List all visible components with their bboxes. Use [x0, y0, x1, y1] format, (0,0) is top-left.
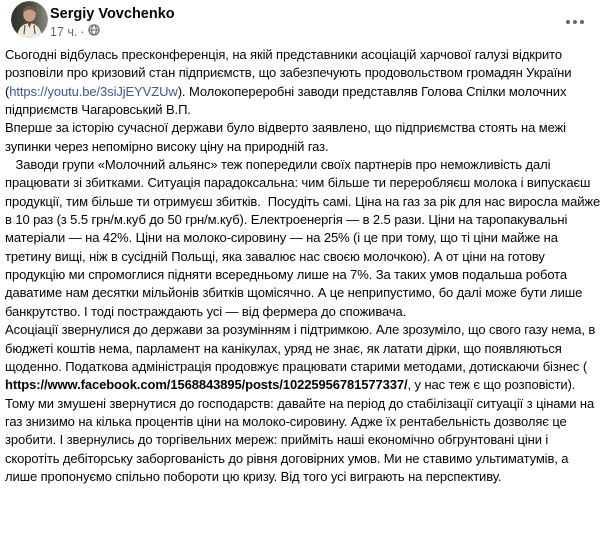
profile-photo-image — [11, 1, 48, 38]
avatar[interactable] — [11, 1, 48, 38]
facebook-post-link[interactable]: https://www.facebook.com/1568843895/posts/10225956781577337/ — [5, 377, 408, 393]
post-text: Тому ми змушені звернутися до господарств: давайте на період до стабілізації ситуації з цінами на газ знизимо на кілька процентів ціни на молоко-сировину. Адже їх рентабельність дозволяє це зробити. І звернулись до торгівельних мереж: прийміть наші економічно обгрунтовані ціни і скоротіть дебіторську заборгованість до рівня договірних умов. Ми не ставимо ультиматумів, а лише пропонуємо спільно побороти цю кризу. Від того усі виграють на перспективу. — [5, 395, 598, 484]
post-text: Сьогодні відбулась пресконференція, на якій представники асоціацій харчової галузі відкрито розповіли про кризовий стан підприємств, що забезпечують продовольством громадян України ( — [5, 47, 575, 99]
author-name[interactable]: Sergiy Vovchenko — [50, 6, 175, 22]
post-body — [0, 44, 607, 486]
timestamp[interactable]: 17 ч. — [50, 24, 78, 39]
post-paragraph — [5, 46, 602, 119]
more-options-button[interactable] — [561, 12, 589, 32]
ellipsis-dot — [580, 20, 584, 24]
globe-icon — [88, 24, 100, 40]
post-paragraph — [5, 156, 602, 321]
post-text: Заводи групи «Молочний альянс» теж попередили своїх партнерів про неможливість далі працювати зі збитками. Ситуація парадоксальна: чим більше ти переробляєш молока і випускаєш продукції, тим більше ти отримуєш збитків. Посудіть самі. Ціна на газ за рік для нас виросла майже в 10 раз (з 5.5 грн/м.куб до 50 грн/м.куб). Електроенергія — в 2.5 рази. Ціни на таропакувальні матеріали — на 42%. Ціни на молоко-сировину — на 25% (і це при тому, що ті ціни майже на третину вищі, ніж в сусідній Польщі, яка завалює нас своєю молочкою). А от ціни на готову продукцію ми спромоглися підняти всередньому лише на 7%. За таких умов подальша робота даватиме нам десятки мільйонів збитків щомісячно. А це неприпустимо, бо далі може бути лише банкрутство. І тоді постраждають усі — від фермера до споживача. — [5, 157, 604, 319]
post-header — [0, 0, 607, 44]
ellipsis-dot — [573, 20, 577, 24]
header-info — [0, 0, 607, 40]
post-text: Вперше за історію сучасної держави було відверто заявлено, що підприємства стоять на межі зупинки через непомірно високу ціну на природній газ. — [5, 120, 570, 154]
post-paragraph — [5, 321, 602, 394]
ellipsis-dot — [566, 20, 570, 24]
post-text: , у нас теж є що розповісти). — [407, 377, 576, 393]
meta-separator: · — [80, 24, 85, 39]
youtube-link[interactable]: https://youtu.be/3siJjEYVZUw — [9, 83, 178, 99]
post-paragraph — [5, 395, 602, 487]
post-meta — [50, 23, 607, 40]
post-text: ). Молокопереробні заводи представляв Голова Спілки молочних підприємств Чагаровський В.П. — [5, 83, 570, 118]
post-paragraph — [5, 119, 602, 156]
post-text: Асоціації звернулися до держави за розумінням і підтримкою. Але зрозуміло, що свого газу нема, в бюджеті коштів нема, парламент на канікулах, уряд не знає, як латати дірки, що появляються щоденно. Податкова адміністрація продовжує працювати старими методами, дотискаючи бізнес ( — [5, 322, 599, 374]
